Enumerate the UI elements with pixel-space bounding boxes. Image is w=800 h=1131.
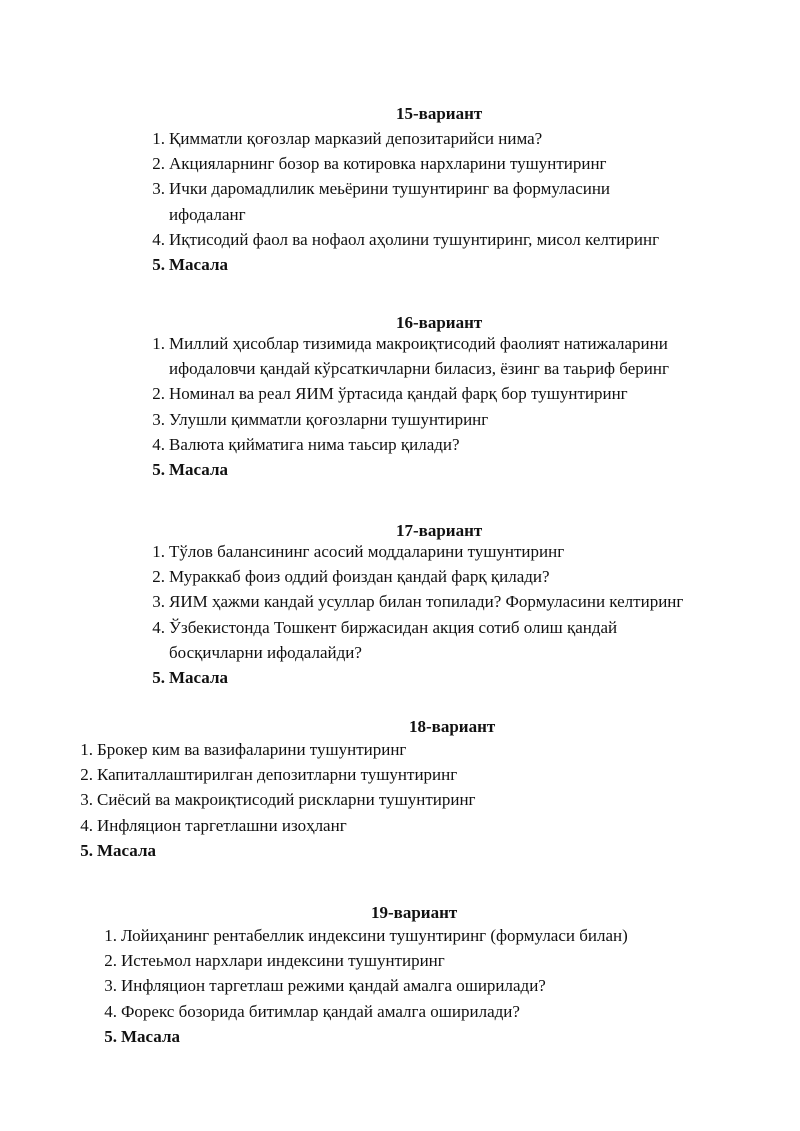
variant-18-title: 18-вариант [409, 717, 496, 736]
list-item: 2. Номинал ва реал ЯИМ ўртасида қандай фарқ бор тушунтиринг [152, 384, 628, 404]
list-item: 4. Ўзбекистонда Тошкент биржасидан акция сотиб олиш қандай босқичларни ифодалайди? [152, 617, 618, 662]
list-item: 5. Масала [80, 840, 156, 860]
list-item: 1. Қимматли қоғозлар марказий депозитарийси нима? [152, 129, 543, 148]
list-item: 1. Тўлов балансининг асосий моддаларини тушунтиринг [152, 542, 565, 561]
list-item: 4. Валюта қийматига нима таьсир қилади? [152, 434, 460, 454]
list-item: 4. Иқтисодий фаол ва нофаол аҳолини тушунтиринг, мисол келтиринг [152, 229, 660, 249]
list-item: 1. Лойиҳанинг рентабеллик индексини тушунтиринг (формуласи билан) [104, 926, 628, 945]
list-item: 4. Инфляцион таргетлашни изоҳланг [80, 815, 347, 835]
list-item: 2. Истеьмол нархлари индексини тушунтиринг [104, 951, 445, 971]
list-item: 2. Мураккаб фоиз оддий фоиздан қандай фарқ қилади? [152, 567, 550, 587]
list-item: 4. Форекс бозорида битимлар қандай амалга оширилади? [104, 1001, 520, 1021]
list-item: 2. Акцияларнинг бозор ва котировка нархларини тушунтиринг [152, 154, 607, 174]
list-item: 1. Миллий ҳисоблар тизимида макроиқтисодий фаолият натижаларини ифодаловчи қандай кўрсаткичларни биласиз, ёзинг ва таьриф беринг [152, 334, 669, 379]
list-item: 5. Масала [152, 460, 228, 480]
variant-16-list [152, 331, 669, 482]
list-item: 3. Инфляцион таргетлаш режими қандай амалга оширилади? [104, 976, 546, 996]
list-item: 3. ЯИМ ҳажми кандай усуллар билан топилади? Формуласини келтиринг [152, 592, 684, 612]
list-item: 5. Масала [152, 255, 228, 275]
variant-15-list [152, 126, 660, 277]
variant-15-title: 15-вариант [396, 104, 483, 123]
list-item: 1. Брокер ким ва вазифаларини тушунтиринг [80, 740, 407, 759]
list-item: 5. Масала [104, 1026, 180, 1046]
variant-17-list [152, 539, 684, 690]
list-item: 3. Сиёсий ва макроиқтисодий рискларни тушунтиринг [80, 790, 476, 810]
list-item: 3. Улушли қимматли қоғозларни тушунтиринг [152, 409, 489, 429]
list-item: 2. Капиталлаштирилган депозитларни тушунтиринг [80, 765, 458, 785]
list-item: 5. Масала [152, 668, 228, 688]
variant-17-title: 17-вариант [396, 521, 483, 540]
variant-18-list [80, 737, 476, 863]
variant-19-list [104, 923, 628, 1049]
variant-16-title: 16-вариант [396, 313, 483, 332]
list-item: 3. Ички даромадлилик меьёрини тушунтиринг ва формуласини ифодаланг [152, 179, 611, 224]
variant-19-title: 19-вариант [371, 903, 458, 922]
